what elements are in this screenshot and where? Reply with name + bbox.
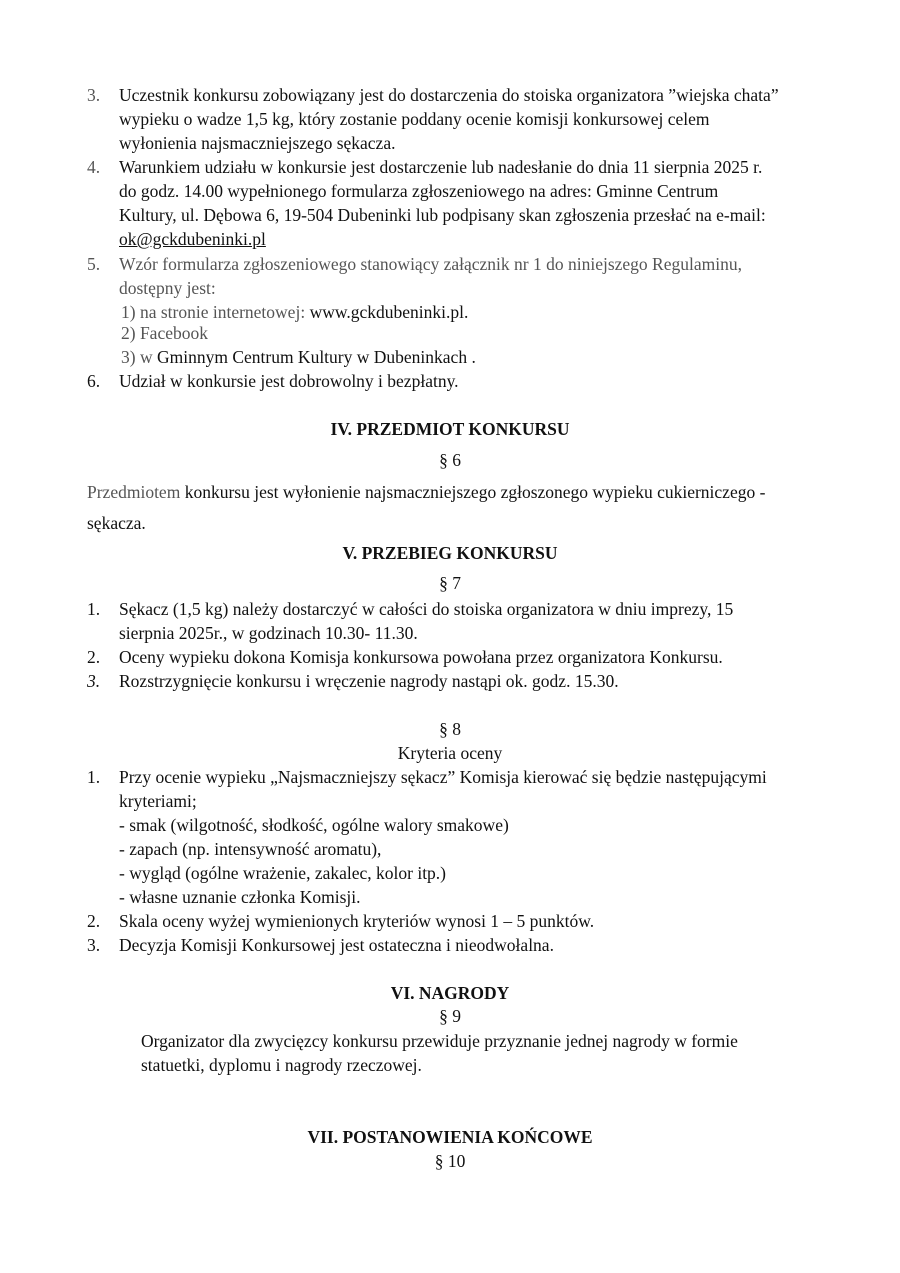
section-heading-v: V. PRZEBIEG KONKURSU [342,543,558,563]
list-number: 5. [87,254,101,274]
sub-item-prefix: 1) na stronie internetowej: [121,302,310,322]
body-text-line: statuetki, dyplomu i nagrody rzeczowej. [141,1055,422,1075]
body-text-lead: Przedmiotem [87,482,181,502]
list-text-line: dostępny jest: [119,278,216,298]
paragraph-mark-7: § 7 [439,573,461,593]
list-text-line: Warunkiem udziału w konkursie jest dostarczenie lub nadesłanie do dnia 11 sierpnia 2025 r. [119,157,763,177]
criterion-line: - smak (wilgotność, słodkość, ogólne walory smakowe) [119,815,509,835]
list-number: 3. [87,935,101,955]
list-text-line: Decyzja Komisji Konkursowej jest ostateczna i nieodwołalna. [119,935,554,955]
sub-item-value: Gminnym Centrum Kultury w Dubeninkach . [156,347,476,367]
list-text-line: Uczestnik konkursu zobowiązany jest do dostarczenia do stoiska organizatora ”wiejska chata” [119,85,779,105]
criterion-line: - zapach (np. intensywność aromatu), [119,839,382,859]
list-text-line: Wzór formularza zgłoszeniowego stanowiący załącznik nr 1 do niniejszego Regulaminu, [119,254,742,274]
sub-item [121,304,468,322]
section-heading-iv: IV. PRZEDMIOT KONKURSU [330,419,570,439]
body-text-line [87,484,765,502]
website-link[interactable]: www.gckdubeninki.pl. [309,302,469,322]
criterion-line: - wygląd (ogólne wrażenie, zakalec, kolor itp.) [119,863,447,883]
list-text-line: wyłonienia najsmaczniejszego sękacza. [119,133,396,153]
paragraph-mark-9: § 9 [439,1006,461,1026]
section-heading-vii: VII. POSTANOWIENIA KOŃCOWE [307,1127,593,1147]
email-link[interactable]: ok@gckdubeninki.pl [119,229,266,249]
sub-item-prefix: 3) w [121,347,157,367]
list-number: 1. [87,599,101,619]
list-number: 3. [87,85,101,105]
list-text-line: Przy ocenie wypieku „Najsmaczniejszy sękacz” Komisja kierować się będzie następującymi [119,767,767,787]
list-number: 2. [87,911,101,931]
list-text-line: do godz. 14.00 wypełnionego formularza zgłoszeniowego na adres: Gminne Centrum [119,181,719,201]
list-text-line: Udział w konkursie jest dobrowolny i bezpłatny. [119,371,459,391]
list-number: 4. [87,157,101,177]
list-number: 2. [87,647,101,667]
criterion-line: - własne uznanie członka Komisji. [119,887,361,907]
subsection-title: Kryteria oceny [397,743,503,763]
section-heading-vi: VI. NAGRODY [390,983,510,1003]
list-number: 6. [87,371,101,391]
body-text-line: sękacza. [87,513,146,533]
list-text-line: Rozstrzygnięcie konkursu i wręczenie nagrody nastąpi ok. godz. 15.30. [119,671,619,691]
body-text-line: Organizator dla zwycięzcy konkursu przewiduje przyznanie jednej nagrody w formie [141,1031,738,1051]
list-text-line: wypieku o wadze 1,5 kg, który zostanie poddany ocenie komisji konkursowej celem [119,109,710,129]
body-text-rest: konkursu jest wyłonienie najsmaczniejszego zgłoszonego wypieku cukierniczego - [180,482,766,502]
paragraph-mark-6: § 6 [439,450,461,470]
list-number: 3. [87,671,101,691]
paragraph-mark-8: § 8 [439,719,461,739]
sub-item: 2) Facebook [121,323,208,343]
list-text-line: Kultury, ul. Dębowa 6, 19-504 Dubeninki lub podpisany skan zgłoszenia przesłać na e-mail: [119,205,766,225]
list-number: 1. [87,767,101,787]
list-text-line: Sękacz (1,5 kg) należy dostarczyć w całości do stoiska organizatora w dniu imprezy, 15 [119,599,734,619]
list-text-line: sierpnia 2025r., w godzinach 10.30- 11.30. [119,623,418,643]
sub-item [121,349,476,367]
list-text-line: kryteriami; [119,791,197,811]
list-text-line: Skala oceny wyżej wymienionych kryteriów wynosi 1 – 5 punktów. [119,911,595,931]
list-text-line: Oceny wypieku dokona Komisja konkursowa powołana przez organizatora Konkursu. [119,647,723,667]
paragraph-mark-10: § 10 [434,1151,466,1171]
